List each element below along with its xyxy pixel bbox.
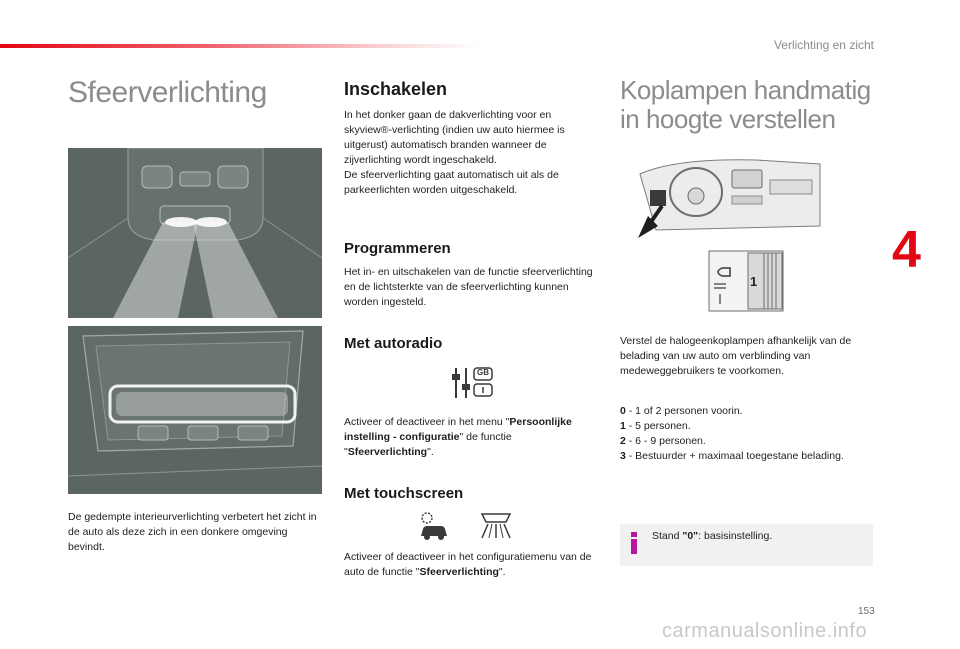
left-title: Sfeerverlichting [68, 76, 267, 109]
section-title: Verlichting en zicht [773, 38, 874, 52]
info-text: Stand "0": basisinstelling. [652, 530, 773, 542]
heading-met-touchscreen: Met touchscreen [344, 485, 464, 502]
skyview-light-illustration [68, 326, 322, 494]
programmeren-text: Het in- en uitschakelen van de functie sfeerverlichting en de lichtsterkte van de sfeerverlichting kunnen worden ingesteld. [344, 266, 593, 308]
heading-programmeren: Programmeren [344, 240, 451, 257]
page-number: 153 [858, 606, 875, 617]
list-item: 1 - 5 personen. [620, 420, 691, 432]
list-item: 3 - Bestuurder + maximaal toegestane belading. [620, 450, 844, 462]
right-title: Koplampen handmatig in hoogte verstellen [620, 75, 871, 134]
ceiling-light-illustration [68, 148, 322, 318]
skyview-light-photo [68, 326, 322, 494]
inschakelen-text-1: In het donker gaan de dakverlichting voor en skyview®-verlichting (indien uw auto hiermee is uitgerust) automatisch branden wanneer de zijverlichting wordt ingeschakeld. [344, 109, 565, 166]
headlamp-leveling-wheel [708, 250, 784, 312]
header-accent-bar [0, 44, 480, 48]
list-item: 2 - 6 - 9 personen. [620, 435, 706, 447]
autoradio-icon-label: GB [477, 368, 489, 377]
heading-met-autoradio: Met autoradio [344, 335, 443, 352]
wheel-position-label: 1 [750, 274, 758, 289]
ambient-light-icon [478, 510, 514, 542]
load-positions-list [620, 404, 872, 464]
dashboard-illustration [636, 156, 822, 238]
autoradio-text: Activeer of deactiveer in het menu "Persoonlijke instelling - configuratie" de functie "Sfeerverlichting". [344, 416, 572, 458]
inschakelen-text-2: De sfeerverlichting gaat automatisch uit als de parkeerlichten worden uitgeschakeld. [344, 169, 559, 196]
ceiling-light-photo [68, 148, 322, 318]
touchscreen-text: Activeer of deactiveer in het configuratiemenu van de auto de functie "Sfeerverlichting". [344, 551, 592, 578]
info-box [620, 524, 873, 566]
list-item: 0 - 1 of 2 personen voorin. [620, 405, 743, 417]
car-settings-icon [418, 510, 450, 542]
info-icon [628, 532, 640, 554]
left-caption: De gedempte interieurverlichting verbetert het zicht in de auto als deze zich in een donkere omgeving bevindt. [68, 511, 317, 553]
chapter-number: 4 [892, 221, 921, 279]
autoradio-settings-icon [450, 366, 494, 400]
heading-inschakelen: Inschakelen [344, 79, 448, 99]
headlamp-intro: Verstel de halogeenkoplampen afhankelijk van de belading van uw auto om verblinding van medeweggebruikers te voorkomen. [620, 335, 852, 377]
watermark: carmanualsonline.info [662, 620, 868, 642]
